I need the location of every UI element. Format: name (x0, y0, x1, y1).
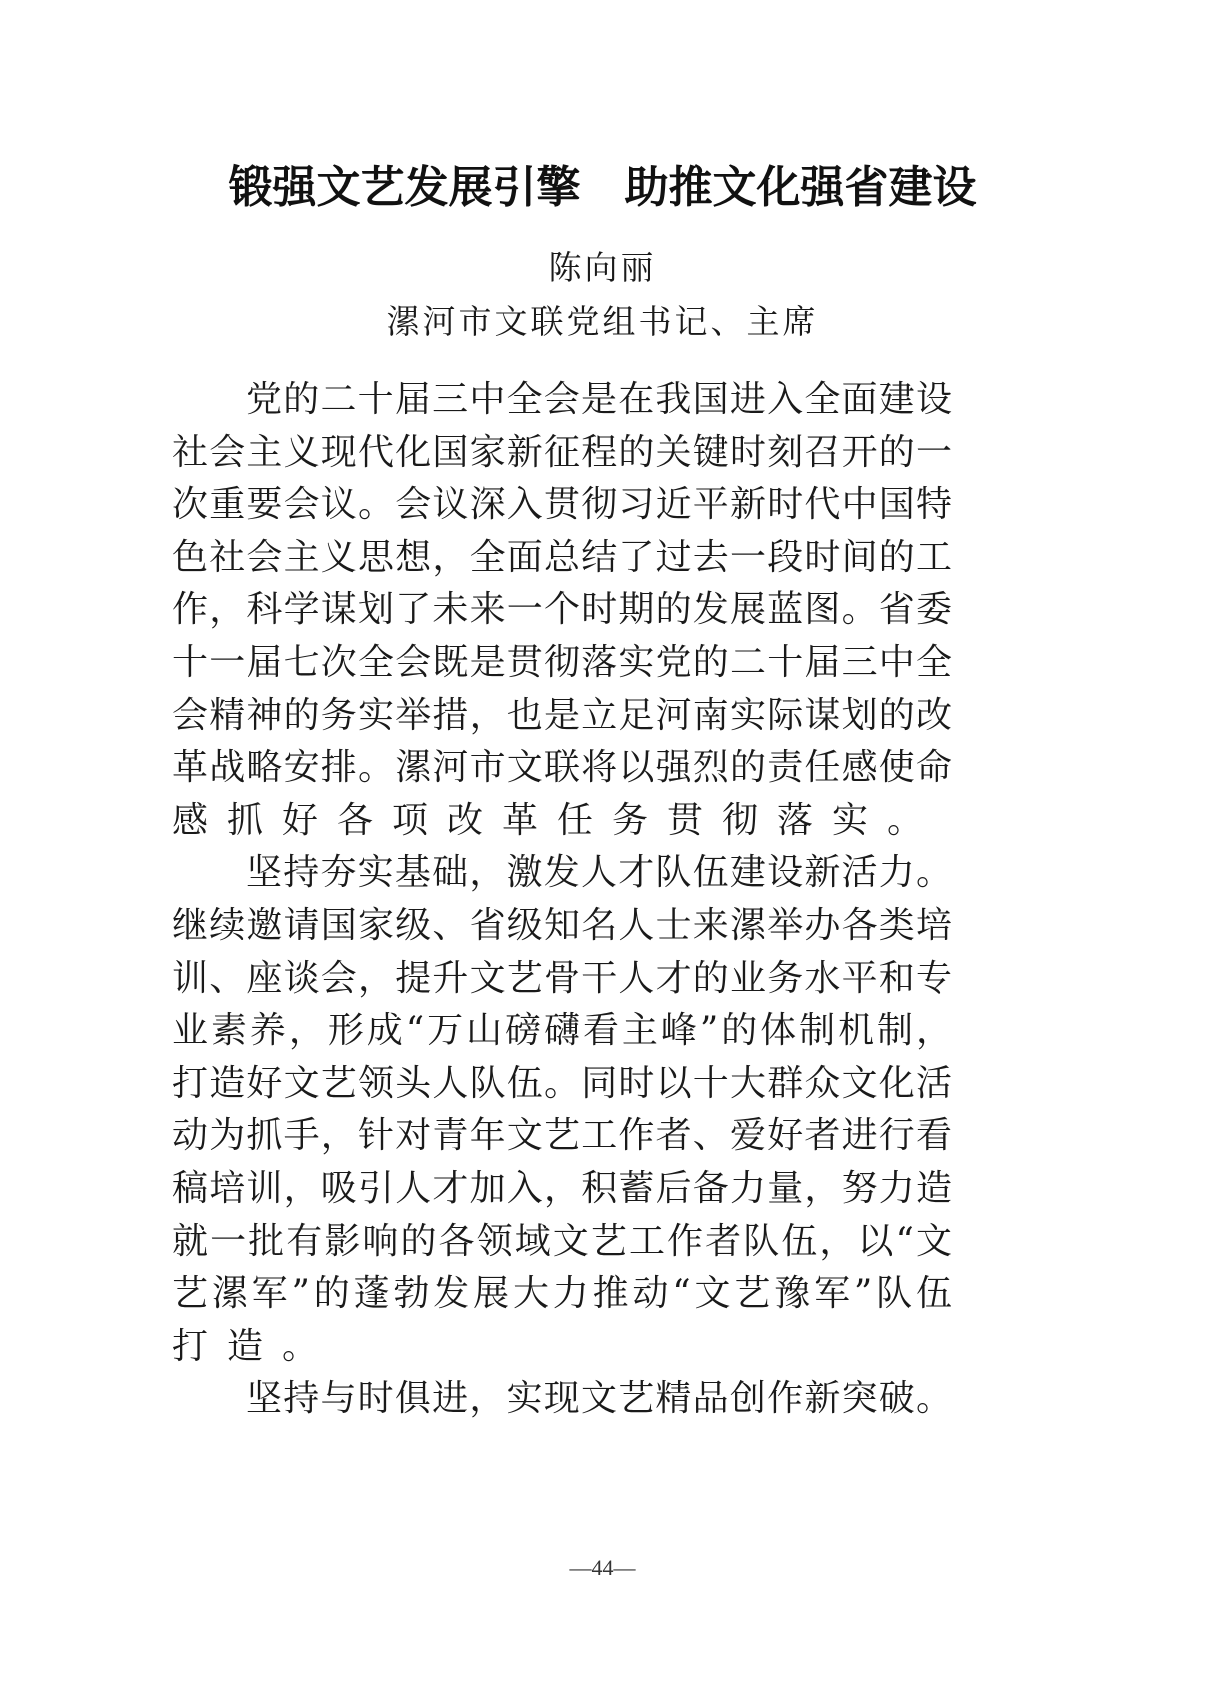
paragraph-2-line-1: 坚持夯实基础，激发人才队伍建设新活力。 (246, 852, 952, 894)
paragraph-2-line-3: 训、座谈会，提升文艺骨干人才的业务水平和专 (172, 957, 952, 999)
paragraph-1-line-9: 感抓好各项改革任务贯彻落实。 (172, 799, 943, 841)
paragraph-1-line-5: 作，科学谋划了未来一个时期的发展蓝图。省委 (172, 589, 952, 631)
page-number: —44— (569, 1555, 636, 1580)
article-title: 锻强文艺发展引擎 助推文化强省建设 (228, 162, 977, 213)
paragraph-2-line-5: 打造好文艺领头人队伍。同时以十大群众文化活 (172, 1062, 952, 1104)
paragraph-1-line-6: 十一届七次全会既是贯彻落实党的二十届三中全 (172, 641, 952, 683)
paragraph-2-line-6: 动为抓手，针对青年文艺工作者、爱好者进行看 (172, 1115, 952, 1157)
article-author: 陈向丽 (548, 248, 657, 287)
paragraph-1-line-4: 色社会主义思想，全面总结了过去一段时间的工 (172, 536, 952, 578)
paragraph-2-line-10: 打造。 (172, 1325, 338, 1367)
paragraph-2-line-4: 业素养，形成“万山磅礴看主峰”的体制机制， (172, 1010, 952, 1052)
author-affiliation: 漯河市文联党组书记、主席 (386, 302, 819, 341)
paragraph-2-line-9: 艺漯军”的蓬勃发展大力推动“文艺豫军”队伍 (172, 1273, 952, 1315)
paragraph-1-line-8: 革战略安排。漯河市文联将以强烈的责任感使命 (172, 747, 952, 789)
paragraph-2-line-8: 就一批有影响的各领域文艺工作者队伍，以“文 (172, 1220, 952, 1262)
article-body (172, 374, 952, 1426)
paragraph-1-line-7: 会精神的务实举措，也是立足河南实际谋划的改 (172, 694, 952, 736)
paragraph-2-line-2: 继续邀请国家级、省级知名人士来漯举办各类培 (172, 904, 952, 946)
paragraph-2-line-7: 稿培训，吸引人才加入，积蓄后备力量，努力造 (172, 1167, 952, 1209)
paragraph-3-line-1: 坚持与时俱进，实现文艺精品创作新突破。 (246, 1378, 952, 1420)
paragraph-1-line-2: 社会主义现代化国家新征程的关键时刻召开的一 (172, 431, 952, 473)
paragraph-1-line-1: 党的二十届三中全会是在我国进入全面建设 (246, 379, 952, 420)
paragraph-1-line-3: 次重要会议。会议深入贯彻习近平新时代中国特 (172, 484, 952, 526)
